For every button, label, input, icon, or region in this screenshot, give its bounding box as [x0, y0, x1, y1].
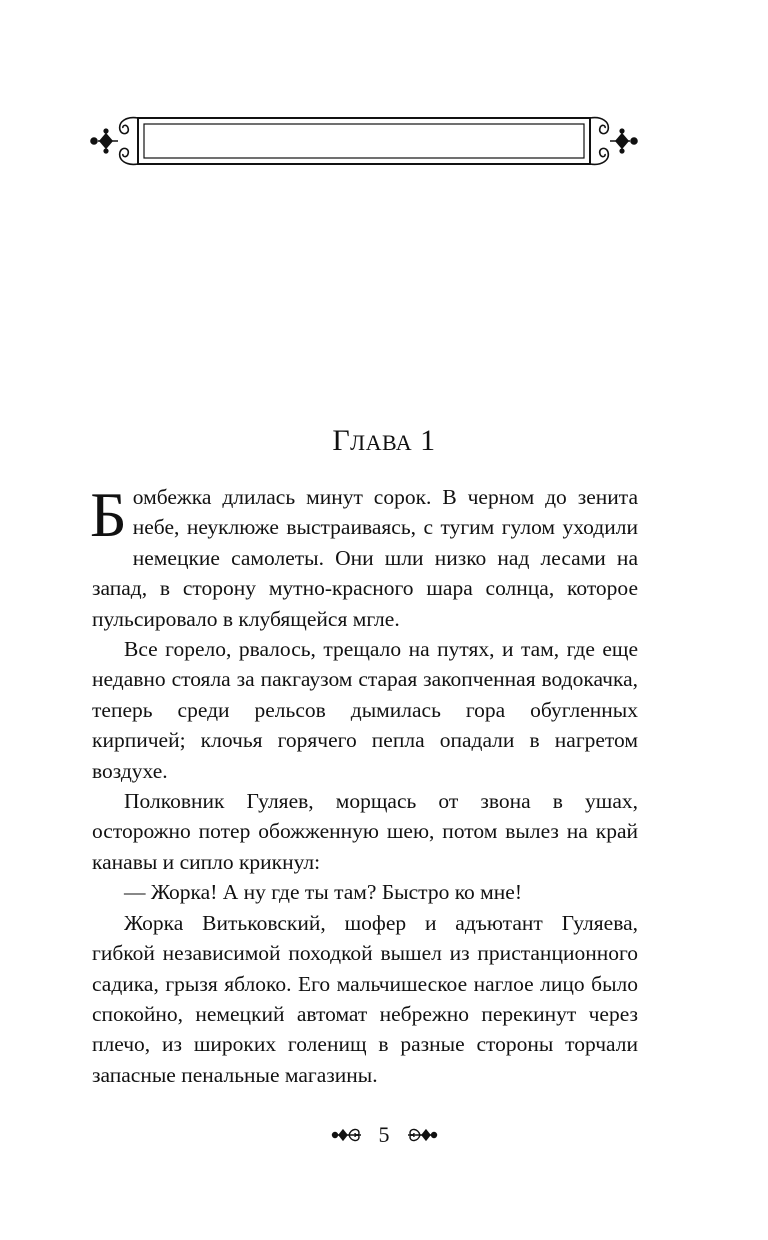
chapter-title-initial: Г — [332, 424, 351, 457]
drop-cap: Б — [90, 479, 127, 550]
chapter-body — [90, 479, 638, 1090]
chapter-title-rest: ЛАВА — [350, 430, 413, 455]
paragraph — [90, 479, 638, 634]
page-footer — [0, 1122, 768, 1148]
chapter-number: 1 — [420, 424, 436, 457]
dialogue-paragraph: — Жорка! А ну где ты там? Быстро ко мне! — [124, 880, 522, 905]
paragraph: Полковник Гуляев, морщась от звона в ушах, осторожно потер обожженную шею, потом вылез на край канавы и сипло крикнул: — [92, 789, 638, 874]
paragraph: Все горело, рвалось, трещало на путях, и там, где еще недавно стояла за пакгаузом старая закопченная водокачка, теперь среди рельсов дымилась гора обугленных кирпичей; клочья горячего пепла опадали в нагретом воздухе. — [92, 637, 638, 783]
paragraph-text: омбежка длилась минут сорок. В черном до зенита небе, неуклюже выстраиваясь, с тугим гулом уходили немецкие самолеты. Они шли низко над лесами на запад, в сторону мутно-красного шара солнца, которое пульсировало в клубящейся мгле. — [92, 485, 638, 631]
paragraph: Жорка Витьковский, шофер и адъютант Гуляева, гибкой независимой походкой вышел из пристанционного садика, грызя яблоко. Его мальчишеское наглое лицо было спокойно, немецкий автомат небрежно перекинут через плечо, из широких голенищ в разные стороны торчали запасные пенальные магазины. — [92, 910, 638, 1087]
fleuron-left-icon — [331, 1125, 365, 1145]
page-number: 5 — [378, 1122, 390, 1147]
ornamental-frame-icon — [88, 112, 640, 170]
chapter-title — [0, 424, 768, 458]
fleuron-right-icon — [404, 1125, 438, 1145]
